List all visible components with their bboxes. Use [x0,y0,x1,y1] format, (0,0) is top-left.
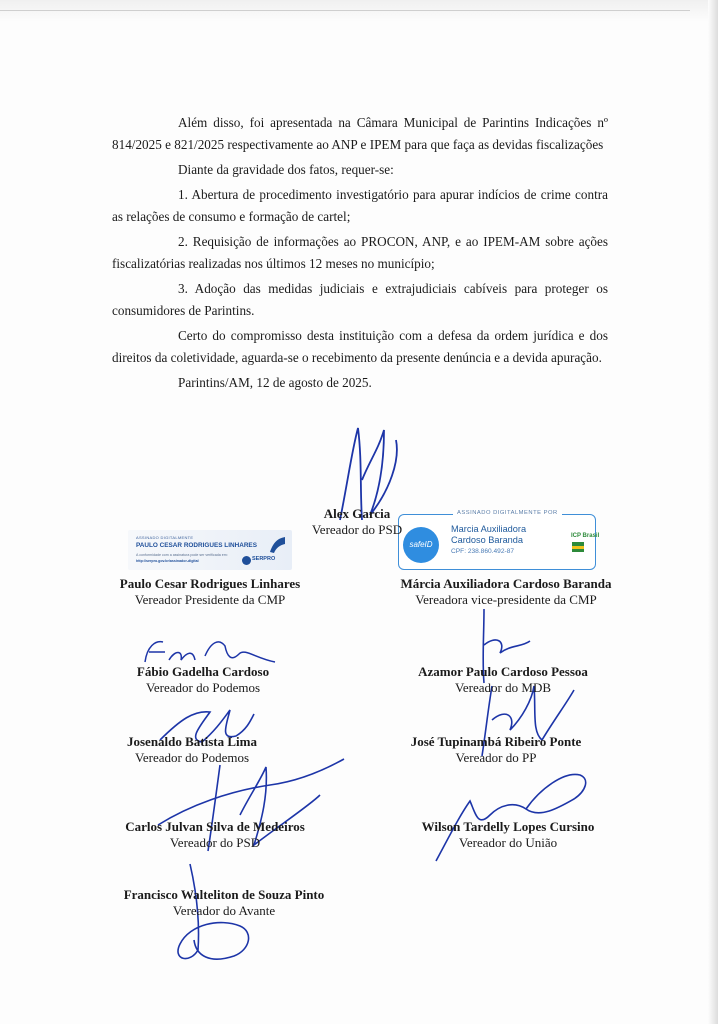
signatory-name: Carlos Julvan Silva de Medeiros [125,819,305,834]
signatory-jose-tupinamba [356,734,636,766]
signatory-role: Vereador do União [458,835,558,850]
signatory-name: Azamor Paulo Cardoso Pessoa [418,664,588,679]
signatory-name: Márcia Auxiliadora Cardoso Baranda [400,576,612,591]
serpro-stamp-name: PAULO CESAR RODRIGUES LINHARES [136,542,257,549]
paragraph-item-3: 3. Adoção das medidas judiciais e extrajudiciais cabíveis para proteger os consumidores de Parintins. [112,281,608,318]
signatory-name: Josenaldo Batista Lima [126,734,257,749]
signatory-francisco [84,887,364,919]
signatory-marcia [366,576,646,608]
safeid-logo-icon: safeID [403,527,439,563]
signatory-name: Fábio Gadelha Cardoso [136,664,270,679]
signatory-role: Vereador do Avante [172,903,276,918]
signatory-fabio [63,664,343,696]
paragraph-item-1: 1. Abertura de procedimento investigatório para apurar indícios de crime contra as relações de consumo e formação de cartel; [112,187,608,224]
scan-top-edge [0,0,718,22]
body-text [112,112,608,394]
signatory-role: Vereador do Podemos [145,680,261,695]
serpro-stamp-url: http://serpro.gov.br/assinador-digital [136,559,199,563]
signatory-role: Vereador do PSD [311,522,403,537]
signatory-azamor [363,664,643,696]
icp-brasil-logo-icon: ICP Brasil [571,533,600,539]
safeid-stamp-cpf: CPF: 238.860.492-87 [451,548,515,555]
safeid-stamp-name-line1: Marcia Auxiliadora [451,524,527,534]
signatory-wilson [368,819,648,851]
icp-brasil-flag-icon [572,542,584,552]
place-date: Parintins/AM, 12 de agosto de 2025. [178,375,372,390]
serpro-logo-icon [242,556,251,565]
signatory-josenaldo [52,734,332,766]
paragraph-closing: Certo do compromisso desta instituição com a defesa da ordem jurídica e dos direitos da coletividade, aguarda-se o recebimento da presente denúncia e a devida apuração. [112,328,608,365]
safeid-stamp-header: ASSINADO DIGITALMENTE POR [453,510,562,516]
signatory-name: Francisco Walteliton de Souza Pinto [123,887,325,902]
signatory-name: Wilson Tardelly Lopes Cursino [421,819,595,834]
safeid-stamp-name-line2: Cardoso Baranda [451,535,524,545]
signatory-role: Vereador do MDB [454,680,552,695]
signatory-name: Paulo Cesar Rodrigues Linhares [119,576,301,591]
signatory-paulo-cesar [70,576,350,608]
signatory-role: Vereadora vice-presidente da CMP [415,592,597,607]
signatory-role: Vereador do PSD [169,835,261,850]
serpro-brand-text: SERPRO [252,556,276,562]
serpro-stamp-label: ASSINADO DIGITALMENTE [136,535,194,540]
scan-fold-line [0,10,690,11]
paragraph-item-2: 2. Requisição de informações ao PROCON, ANP, e ao IPEM-AM sobre ações fiscalizatórias realizadas nos últimos 12 meses no município; [112,234,608,271]
signatory-role: Vereador Presidente da CMP [134,592,286,607]
signatory-name: José Tupinambá Ribeiro Ponte [410,734,582,749]
signatory-alex-garcia [217,506,497,538]
paragraph-requer: Diante da gravidade dos fatos, requer-se: [178,162,394,177]
signatory-role: Vereador do PP [455,750,537,765]
signatory-role: Vereador do Podemos [134,750,250,765]
paragraph-indicacoes: Além disso, foi apresentada na Câmara Municipal de Parintins Indicações nº 814/2025 e 821/2025 respectivamente ao ANP e IPEM para que faça as devidas fiscalizações [112,115,608,152]
signatory-name: Alex Garcia [323,506,391,521]
scan-right-edge [708,0,718,1024]
serpro-stamp-note: A conformidade com a assinatura pode ser verificada em: [136,553,228,557]
serpro-swirl-icon [268,536,286,554]
signatory-carlos [75,819,355,851]
